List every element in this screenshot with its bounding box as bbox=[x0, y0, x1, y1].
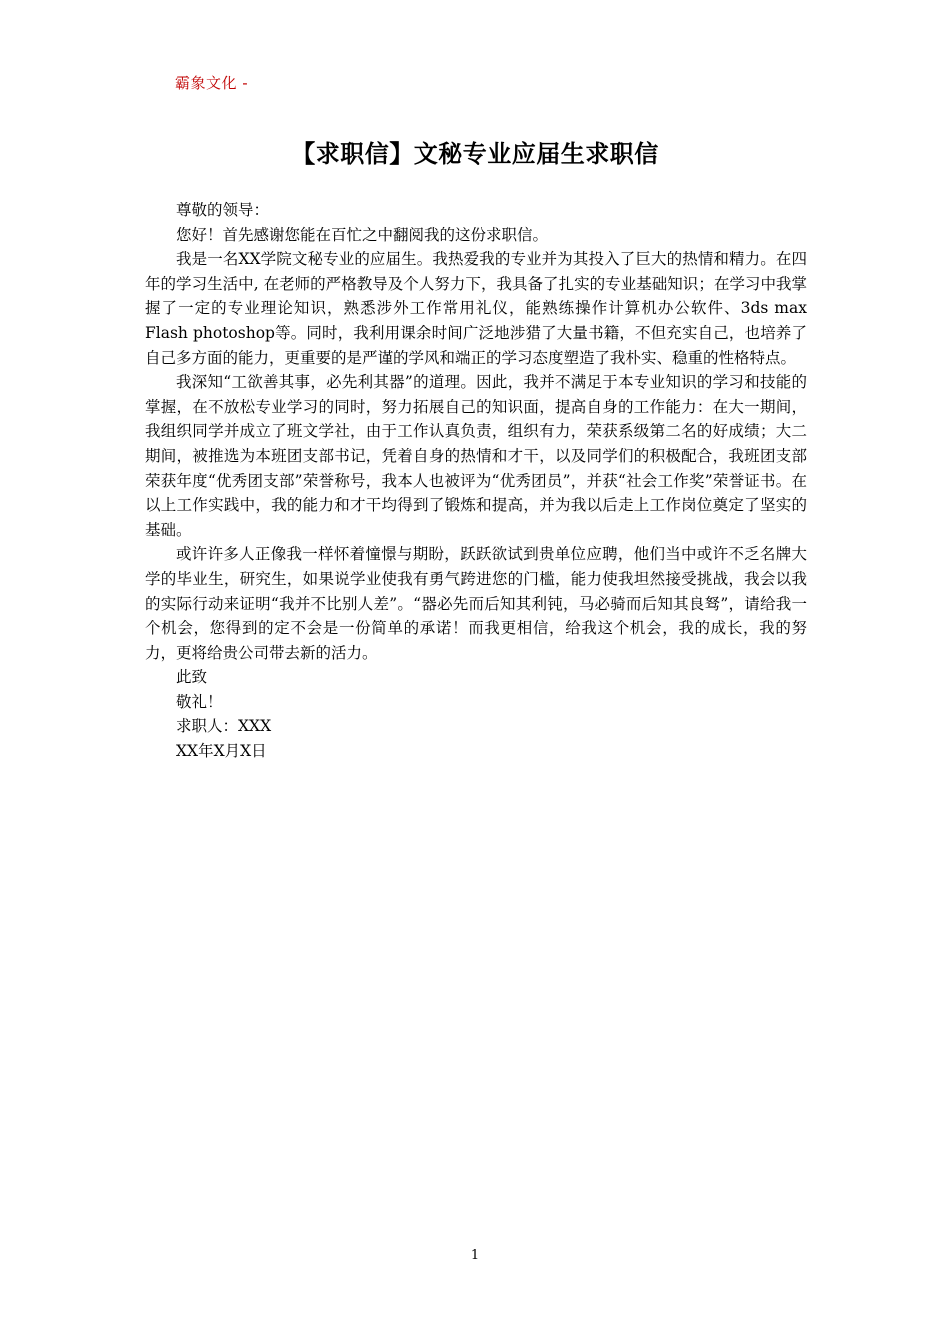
letter-date: XX年X月X日 bbox=[176, 742, 267, 761]
page-number: 1 bbox=[470, 1248, 480, 1263]
paragraph-experience: 我深知“工欲善其事，必先利其器”的道理。因此，我并不满足于本专业知识的学习和技能的掌握，在不放松专业学习的同时，努力拓展自己的知识面，提高自身的工作能力：在大一期间，我组织同学并成立了班文学社，由于工作认真负责，组织有力，荣获系级第二名的好成绩；大二期间，被推选为本班团支部书记，凭着自身的热情和才干，以及同学们的积极配合，我班团支部荣获年度“优秀团支部”荣誉称号，我本人也被评为“优秀团员”，并获“社会工作奖”荣誉证书。在以上工作实践中，我的能力和才干均得到了锻炼和提高，并为我以后走上工作岗位奠定了坚实的基础。 bbox=[145, 373, 807, 539]
paragraph-conclusion: 或许许多人正像我一样怀着憧憬与期盼，跃跃欲试到贵单位应聘，他们当中或许不乏名牌大学的毕业生，研究生，如果说学业使我有勇气跨进您的门槛，能力使我坦然接受挑战，我会以我的实际行动来证明“我并不比别人差”。“器必先而后知其利钝，马必骑而后知其良驽”，请给我一个机会，您得到的定不会是一份简单的承诺！而我更相信，给我这个机会，我的成长，我的努力，更将给贵公司带去新的活力。 bbox=[145, 545, 807, 662]
closing-line-1: 此致 bbox=[176, 668, 208, 687]
closing-line-2: 敬礼！ bbox=[176, 692, 223, 711]
paragraph-greeting: 您好！首先感谢您能在百忙之中翻阅我的这份求职信。 bbox=[176, 225, 549, 244]
letter-body bbox=[145, 198, 807, 764]
salutation: 尊敬的领导： bbox=[176, 201, 270, 219]
header-watermark-text: 霸象文化 - bbox=[175, 74, 249, 92]
paragraph-introduction: 我是一名XX学院文秘专业的应届生。我热爱我的专业并为其投入了巨大的热情和精力。在四年的学习生活中, 在老师的严格教导及个人努力下，我具备了扎实的专业基础知识；在学习中我掌握了一定的专业理论知识，熟悉涉外工作常用礼仪，能熟练操作计算机办公软件、3ds max Flash photoshop等。同时，我利用课余时间广泛地涉猎了大量书籍，不但充实自己，也培养了自己多方面的能力，更重要的是严谨的学风和端正的学习态度塑造了我朴实、稳重的性格特点。 bbox=[145, 250, 807, 367]
signature: 求职人：XXX bbox=[176, 717, 272, 736]
document-title: 【求职信】文秘专业应届生求职信 bbox=[291, 140, 659, 168]
